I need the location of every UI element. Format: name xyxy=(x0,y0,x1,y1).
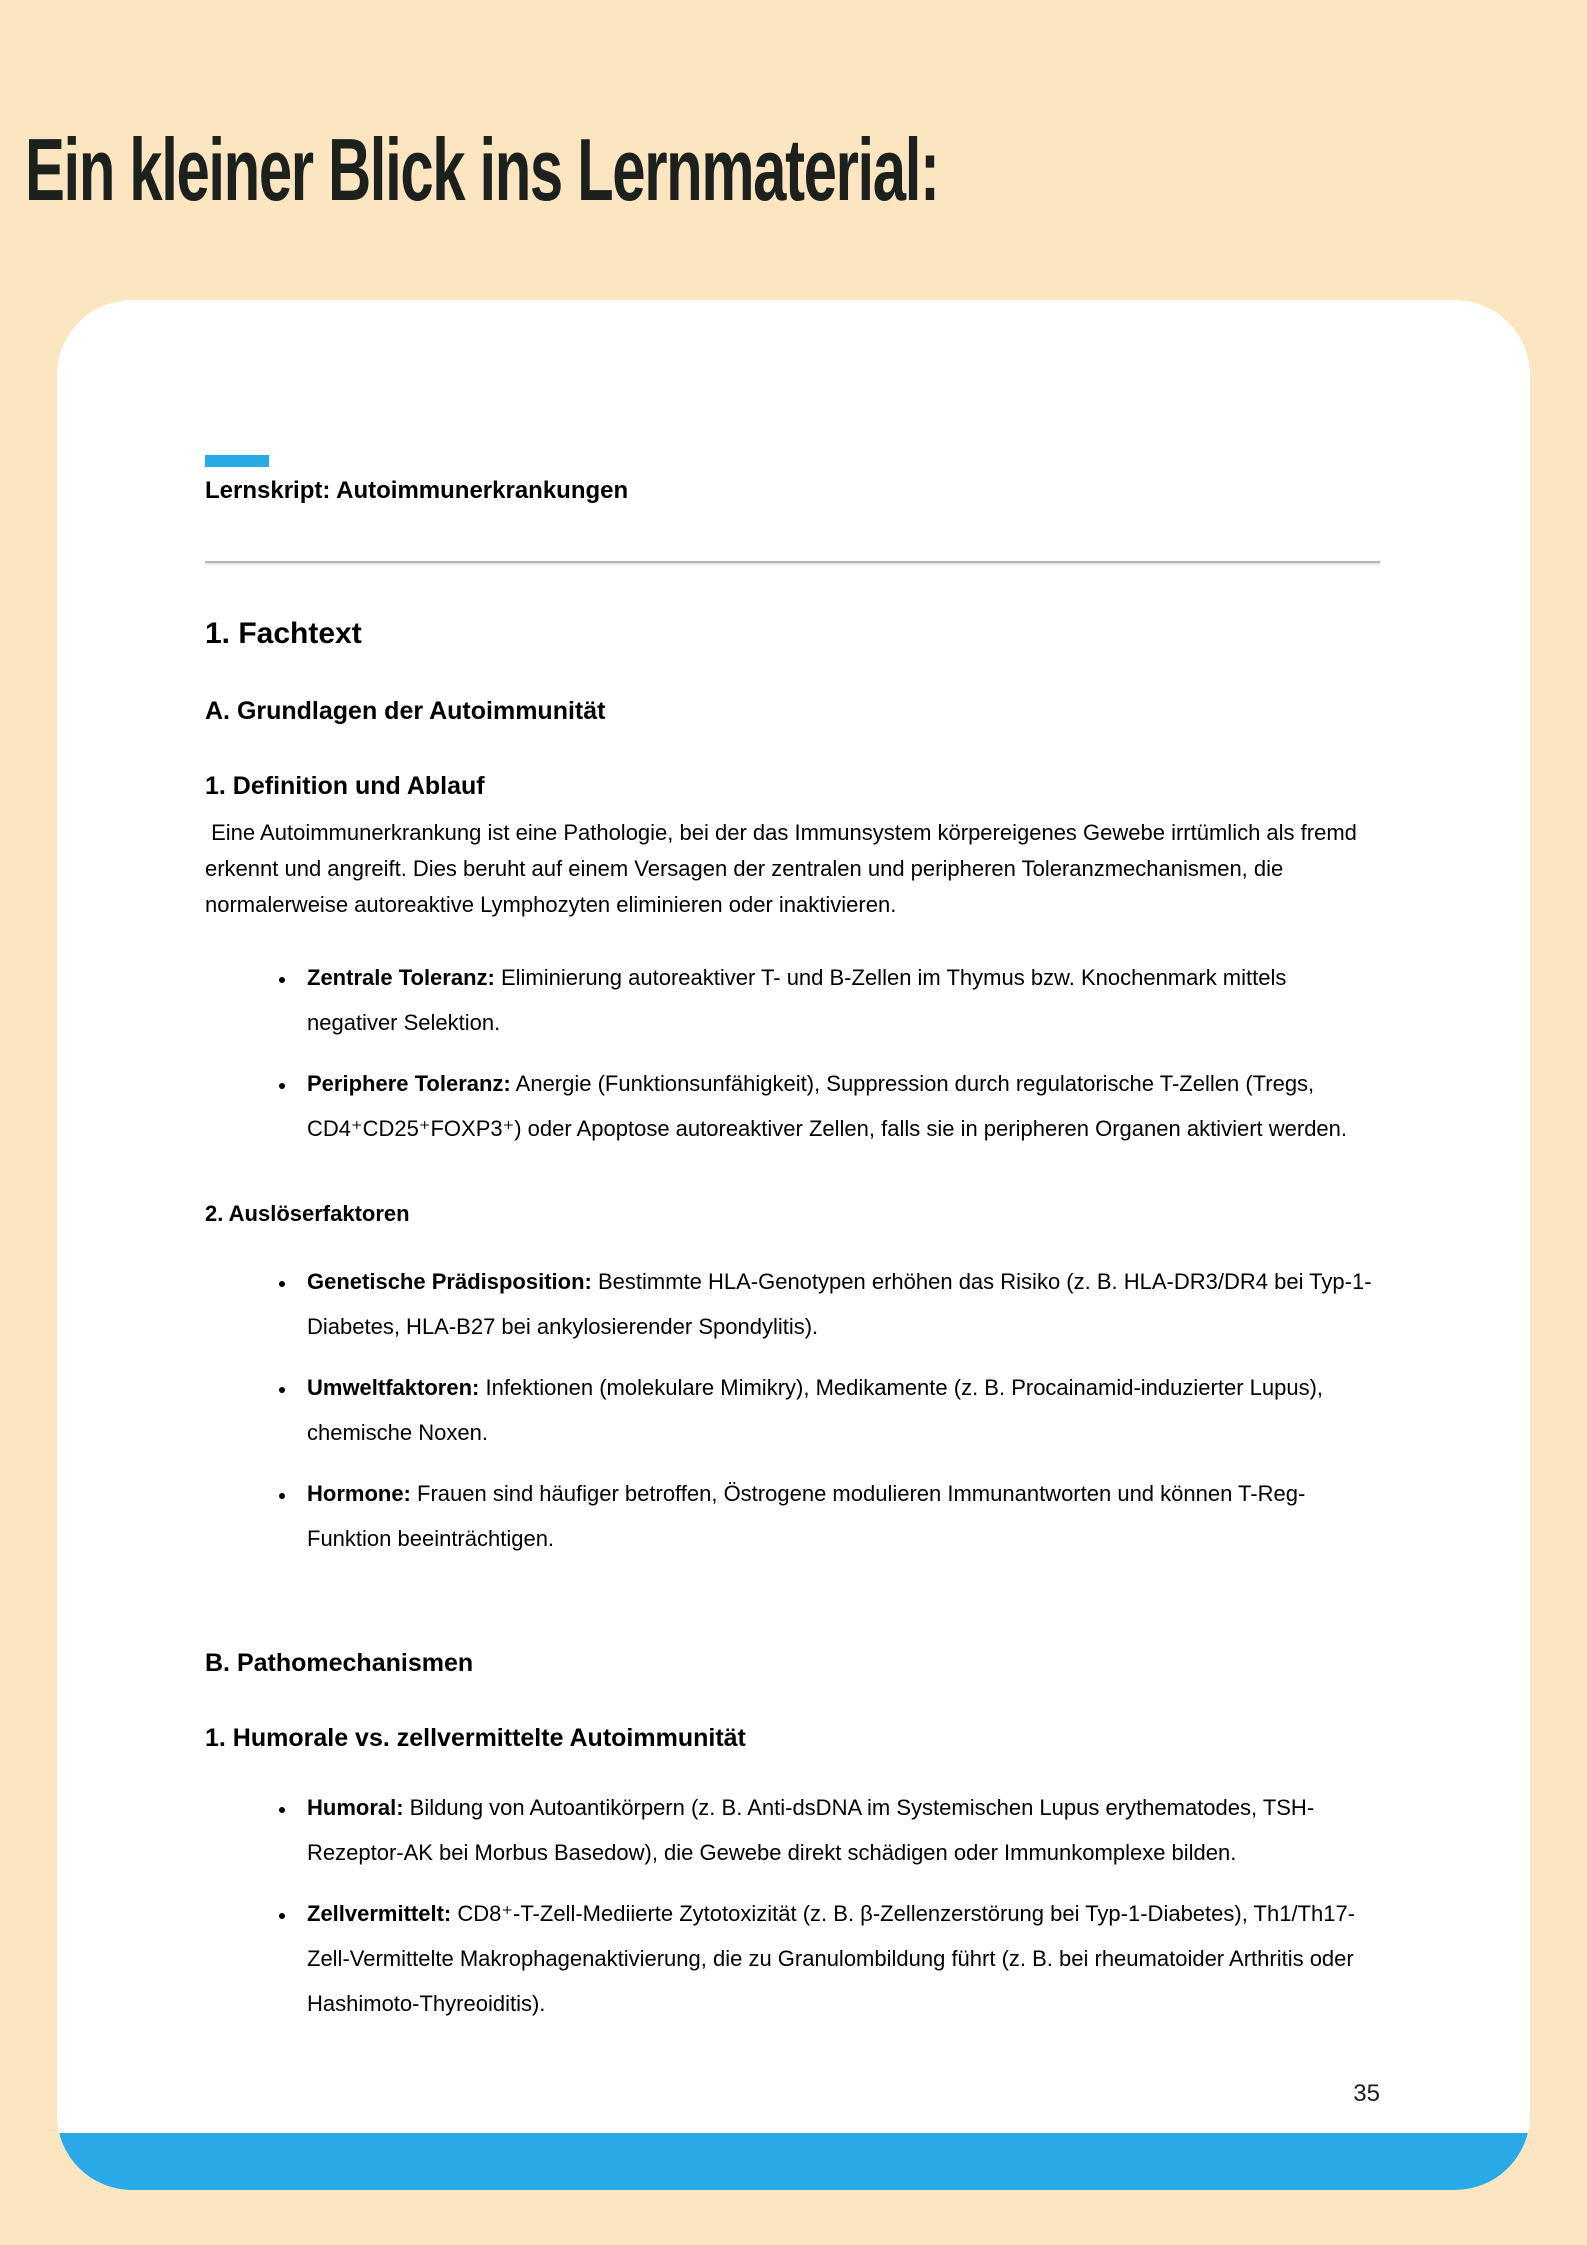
bullet-text: Eliminierung autoreaktiver T- und B-Zellen im Thymus bzw. Knochenmark mittels negativer Selektion. xyxy=(307,965,1287,1035)
heading-fachtext: 1. Fachtext xyxy=(205,617,362,650)
heading-definition: 1. Definition und Ablauf xyxy=(205,772,485,800)
heading-grundlagen: A. Grundlagen der Autoimmunität xyxy=(205,697,606,725)
list-item xyxy=(297,1061,1380,1151)
bullet-list-ausloeser xyxy=(205,1259,1380,1561)
list-item xyxy=(297,1891,1380,2026)
bullet-text: Frauen sind häufiger betroffen, Östrogene modulieren Immunantworten und können T-Reg-Funktion beeinträchtigen. xyxy=(307,1481,1306,1551)
page-title: Ein kleiner Blick ins Lernmaterial: xyxy=(25,119,939,219)
bullet-lead: Hormone: xyxy=(307,1481,411,1506)
heading-ausloeserfaktoren: 2. Auslöserfaktoren xyxy=(205,1201,410,1226)
list-item xyxy=(297,1471,1380,1561)
list-item xyxy=(297,1365,1380,1455)
list-item xyxy=(297,1259,1380,1349)
footer-bar xyxy=(57,2133,1530,2190)
bullet-text: Infektionen (molekulare Mimikry), Medikamente (z. B. Procainamid-induzierter Lupus), chemische Noxen. xyxy=(307,1375,1324,1445)
bullet-text: CD8⁺-T-Zell-Mediierte Zytotoxizität (z. B. β-Zellenzerstörung bei Typ-1-Diabetes), Th1/Th17-Zell-Vermittelte Makrophagenaktivierung, die zu Granulombildung führt (z. B. bei rheumatoider Arthritis oder Hashimoto-Thyreoiditis). xyxy=(307,1901,1356,2016)
list-item xyxy=(297,1785,1380,1875)
doc-title: Lernskript: Autoimmunerkrankungen xyxy=(205,477,629,504)
accent-bar xyxy=(205,455,269,467)
bullet-lead: Genetische Prädisposition: xyxy=(307,1269,592,1294)
bullet-list-toleranz xyxy=(205,955,1380,1151)
section-divider xyxy=(205,561,1380,565)
bullet-lead: Zentrale Toleranz: xyxy=(307,965,495,990)
bullet-list-pathomechanismen xyxy=(205,1785,1380,2026)
page-number: 35 xyxy=(1353,2080,1380,2107)
intro-paragraph: Eine Autoimmunerkrankung ist eine Pathologie, bei der das Immunsystem körpereigenes Gewebe irrtümlich als fremd erkennt und angreift. Dies beruht auf einem Versagen der zentralen und peripheren Toleranzmechanismen, die normalerweise autoreaktive Lymphozyten eliminieren oder inaktivieren. xyxy=(205,820,1364,917)
bullet-text: Bildung von Autoantikörpern (z. B. Anti-dsDNA im Systemischen Lupus erythematodes, TSH-Rezeptor-AK bei Morbus Basedow), die Gewebe direkt schädigen oder Immunkomplexe bilden. xyxy=(307,1795,1315,1865)
bullet-lead: Periphere Toleranz: xyxy=(307,1071,511,1096)
bullet-lead: Zellvermittelt: xyxy=(307,1901,452,1926)
bullet-text: Bestimmte HLA-Genotypen erhöhen das Risiko (z. B. HLA-DR3/DR4 bei Typ-1-Diabetes, HLA-B27 bei ankylosierender Spondylitis). xyxy=(307,1269,1372,1339)
bullet-lead: Humoral: xyxy=(307,1795,404,1820)
document-content xyxy=(205,300,1380,2042)
document-card xyxy=(57,300,1530,2190)
bullet-text: Anergie (Funktionsunfähigkeit), Suppression durch regulatorische T-Zellen (Tregs, CD4⁺CD25⁺FOXP3⁺) oder Apoptose autoreaktiver Zellen, falls sie in peripheren Organen aktiviert werden. xyxy=(307,1071,1348,1141)
heading-pathomechanismen: B. Pathomechanismen xyxy=(205,1649,474,1677)
list-item xyxy=(297,955,1380,1045)
heading-humorale: 1. Humorale vs. zellvermittelte Autoimmunität xyxy=(205,1724,746,1752)
bullet-lead: Umweltfaktoren: xyxy=(307,1375,480,1400)
